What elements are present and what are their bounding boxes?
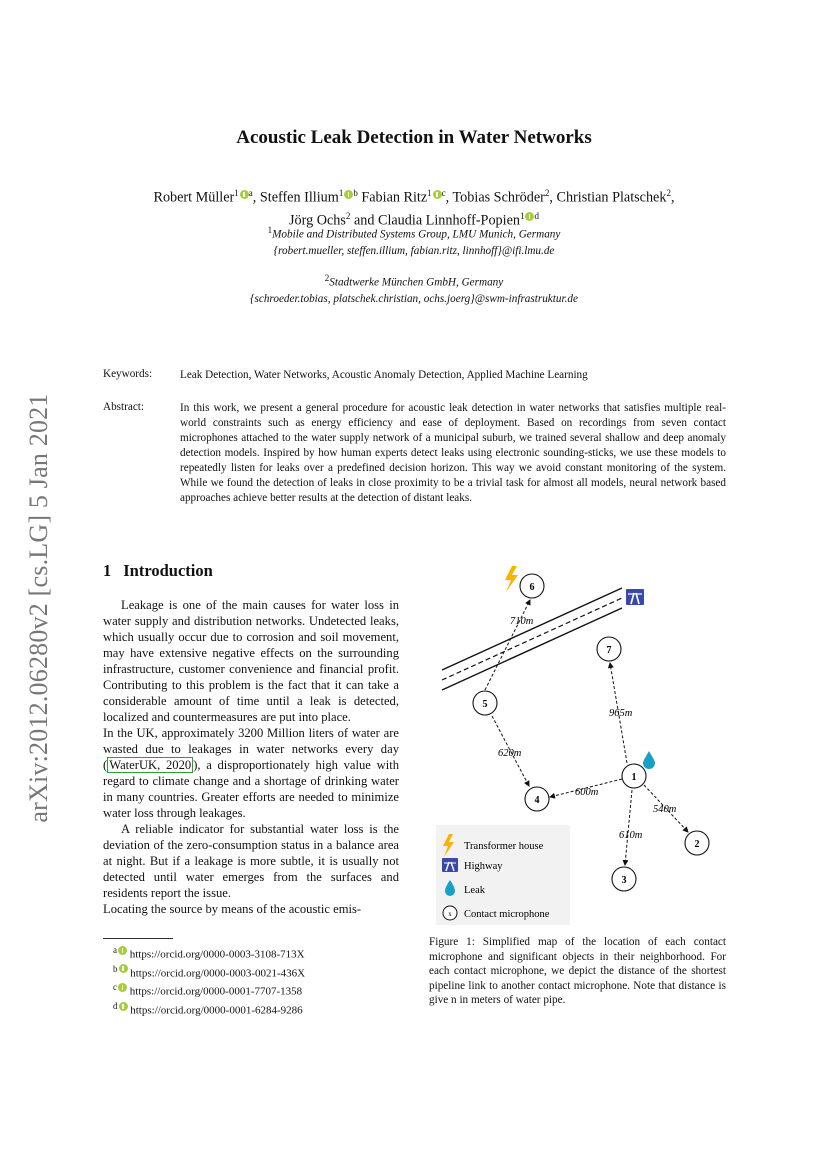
footnote: $^b$ https://orcid.org/0000-0003-0021-436X [113, 963, 306, 980]
microphone-node [525, 787, 549, 811]
microphone-node [597, 637, 621, 661]
distance-label: 620m [498, 748, 522, 759]
orcid-icon[interactable] [344, 190, 353, 199]
distance-label: 710m [510, 616, 534, 627]
distance-labels [498, 616, 677, 841]
footnote: $^a$ https://orcid.org/0000-0003-3108-713X [113, 945, 305, 961]
footnote: $^d$ https://orcid.org/0000-0001-6284-9286 [113, 1000, 303, 1017]
node-label: 5 [482, 699, 488, 710]
orcid-icon[interactable] [240, 190, 249, 199]
paper-title: Acoustic Leak Detection in Water Networks [236, 127, 592, 148]
affiliation-1-emails: {robert.mueller, steffen.illium, fabian.ritz, linnhoff}@ifi.lmu.de [273, 244, 555, 257]
author-list: Robert Müller$^1$ $^a$, Steffen Illium$^1$ $^b$ Fabian Ritz$^1$ $^c$, Tobias Schröder$^2$, Christian Platschek$^2$, Jörg Ochs$^2$ and Claudia Linnhoff-Popien$^1$ $^d$ [153, 188, 675, 229]
paragraph: Leakage is one of the main causes for water loss in water supply and distribution networks. Undetected leaks, which usually occur due to corrosion and soil movement, may have extensive negative effects on the surrounding infrastructure, customer convenience and financial profit. Contributing to this problem is the fact that it can take a considerable amount of time until a leak is detected, localized and countermeasures are put into place. [103, 598, 399, 724]
legend-mic-symbol: x [448, 910, 452, 918]
paragraph: Locating the source by means of the acoustic emis- [103, 902, 362, 916]
abstract-label: Abstract: [103, 401, 145, 413]
keywords-label: Keywords: [103, 368, 153, 380]
intro-text [103, 597, 399, 917]
legend-transformer-label: Transformer house [464, 841, 544, 852]
orcid-icon [118, 983, 127, 992]
distance-label: 610m [619, 830, 643, 841]
citation-link[interactable]: WaterUK, 2020 [109, 758, 192, 772]
arxiv-sidebar [14, 378, 64, 838]
highway-icon [626, 589, 644, 605]
orcid-icon [119, 1002, 128, 1011]
footnote-link[interactable]: https://orcid.org/0000-0001-7707-1358 [129, 985, 303, 998]
node-label: 3 [621, 875, 627, 886]
highway-road [442, 588, 622, 690]
footnote-link[interactable]: https://orcid.org/0000-0001-6284-9286 [130, 1004, 303, 1017]
distance-label: 540m [653, 804, 677, 815]
affiliation-1: $^1$Mobile and Distributed Systems Group, LMU Munich, Germany {robert.mueller, steffen.illium, fabian.ritz, linnhoff}@ifi.lmu.de [80, 222, 748, 259]
footnote-rule [103, 938, 173, 939]
distance-label: 965m [609, 708, 633, 719]
distance-label: 600m [575, 787, 599, 798]
microphone-node [473, 691, 497, 715]
section-heading: 1 Introduction [103, 561, 213, 580]
node-label: 2 [694, 839, 700, 850]
orcid-icon [118, 946, 127, 955]
node-label: 4 [534, 795, 540, 806]
highway-icon [442, 858, 458, 872]
footnote-link[interactable]: https://orcid.org/0000-0003-3108-713X [129, 948, 305, 961]
microphone-node [520, 574, 544, 598]
figure-legend [436, 825, 570, 925]
node-label: 6 [529, 582, 535, 593]
network-map-figure [432, 560, 728, 930]
affiliation-2-emails: {schroeder.tobias, platschek.christian, ochs.joerg}@swm-infrastruktur.de [250, 292, 578, 305]
figure-caption: Figure 1: Simplified map of the location of each contact microphone and significant objects in their neighborhood. For each contact microphone, we depict the distance of the shortest pipeline link to another contact microphone. Note that distance is give n in meters of water pipe. [429, 936, 726, 1006]
legend-mic-label: Contact microphone [464, 909, 550, 920]
legend-highway-label: Highway [464, 861, 503, 872]
microphone-node [685, 831, 709, 855]
orcid-icon[interactable] [433, 190, 442, 199]
keywords: Leak Detection, Water Networks, Acoustic Anomaly Detection, Applied Machine Learning [180, 369, 588, 381]
footnote-link[interactable]: https://orcid.org/0000-0003-0021-436X [130, 967, 306, 980]
node-label: 1 [631, 772, 637, 783]
water-drop-icon [643, 751, 655, 769]
affiliation-2: $^2$Stadtwerke München GmbH, Germany {schroeder.tobias, platschek.christian, ochs.joerg}@swm-infrastruktur.de [80, 270, 748, 307]
footnote: $^c$ https://orcid.org/0000-0001-7707-1358 [113, 982, 303, 998]
paragraph: A reliable indicator for substantial water loss is the deviation of the zero-consumption status in a balance area at night. But if a leakage is more subtle, it is usually not detected until water emerges from the surfaces and residents report the issue. [103, 822, 399, 900]
bolt-icon [505, 566, 518, 592]
legend-leak-label: Leak [464, 885, 485, 896]
orcid-icon [119, 964, 128, 973]
arxiv-identifier: arXiv:2012.06280v2 [cs.LG] 5 Jan 2021 [24, 393, 53, 823]
paragraph: In the UK, approximately 3200 Million liters of water are wasted due to leakages in water networks every day ( WaterUK, 2020 ), a disproportionately high value with regard to climate change and a shortage of drinking water in many countries. Greater efforts are needed to minimize water loss through leakages. [103, 726, 399, 820]
microphone-node [612, 867, 636, 891]
abstract: In this work, we present a general procedure for acoustic leak detection in water networks that satisfies multiple real-world constraints such as energy efficiency and ease of deployment. Based on recordings from seven contact microphones attached to the water supply network of a municipal suburb, we trained several shallow and deep anomaly detection models. Inspired by how human experts detect leaks using electronic sounding-sticks, we use these models to repeatedly listen for leaks over a predefined decision horizon. This way we avoid constant monitoring of the system. While we found the detection of leaks in close proximity to be a trivial task for almost all models, neural network based approaches achieve better results at the detection of distant leaks. [180, 402, 726, 504]
node-label: 7 [606, 645, 612, 656]
microphone-node [622, 764, 646, 788]
footnotes [113, 943, 305, 1018]
